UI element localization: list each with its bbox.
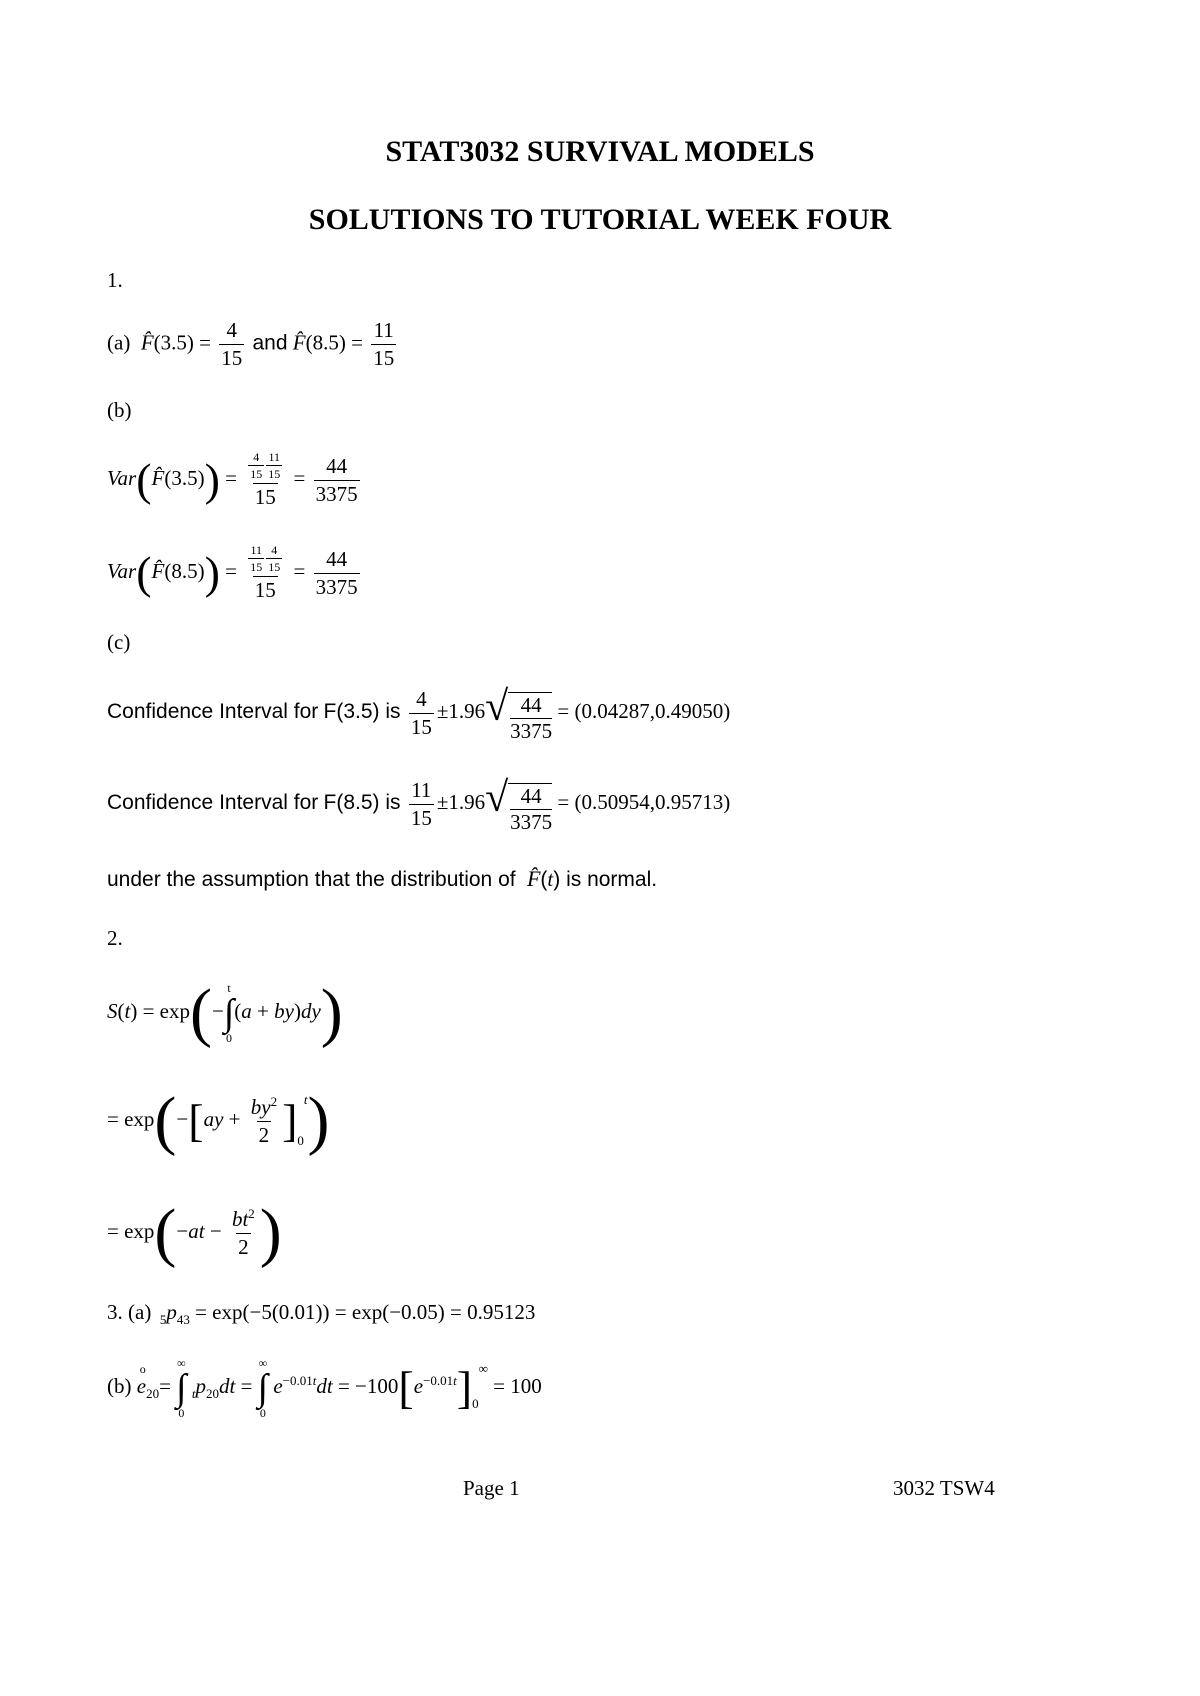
q3-part-a: 3. (a) $_5p_{43} = \exp(-5(0.01)) = \exp(-0.05) = 0.95123$: [107, 1300, 536, 1328]
q1b-label: (b): [107, 398, 132, 422]
q1a-and: and: [252, 331, 288, 355]
document-code: 3032 TSW4: [893, 1476, 995, 1500]
q2-line-2: = exp(−[ay + $\frac{by^2}{2}$ ]$_0^t$): [107, 1084, 330, 1157]
q1a-fraction-2: $\frac{11}{15}$: [373, 318, 395, 370]
q1-assumption: under the assumption that the distribution of F̂(t) is normal.: [107, 866, 658, 891]
document-title: STAT3032 SURVIVAL MODELS: [385, 135, 815, 168]
q1-part-a: (a) F̂(3.5) = $\frac{4}{15}$ and F̂(8.5) = $\frac{11}{15}$: [107, 318, 395, 370]
q1a-fraction-1: $\frac{4}{15}$: [221, 318, 243, 370]
question-2-number: 2.: [107, 926, 123, 950]
q1b-variance-2: Var(F̂(8.5)) = $\frac{11}{15}$ $\frac{4}{15}$ 15 = $\frac{44}{3375}$: [107, 543, 358, 602]
q1c-label: (c): [107, 630, 131, 654]
page-number: Page 1: [463, 1476, 520, 1500]
q1c-interval-1-result: (0.04287,0.49050): [574, 699, 731, 724]
q1c-interval-1: Confidence Interval for F(3.5) is $\frac{4}{15}$ ±1.96√ $\frac{44}{3375}$ = (0.04287,0.49050): [107, 684, 731, 743]
q1c-interval-2: Confidence Interval for F(8.5) is $\frac{11}{15}$ ±1.96√ $\frac{44}{3375}$ = (0.50954,0.95713): [107, 775, 731, 834]
q3b-result: 100: [510, 1373, 542, 1398]
q1c-interval-2-result: (0.50954,0.95713): [574, 790, 731, 815]
document-subtitle: SOLUTIONS TO TUTORIAL WEEK FOUR: [308, 203, 892, 236]
q3a-result: = exp(−5(0.01)) = exp(−0.05) = 0.95123: [195, 1300, 536, 1324]
q2-line-3: = exp(−at − $\frac{bt^2}{2}$ ): [107, 1196, 282, 1269]
q2-line-1: S(t) = exp(− t ∫ 0 (a + by)dy): [107, 976, 343, 1049]
question-1-number: 1.: [107, 268, 123, 292]
q1b-variance-1: Var(F̂(3.5)) = $\frac{4}{15}$ $\frac{11}{15}$ 15 = $\frac{44}{3375}$: [107, 450, 358, 509]
q1a-label: (a): [107, 330, 131, 355]
q3-part-b: (b) o $e_{20}=$ ∞ ∫ 0 $_tp_{20}dt$ = ∞ ∫ 0 $e^{-0.01t}dt = -100[e^{-0.01t}]_0^\infty = 100$: [107, 1356, 542, 1420]
